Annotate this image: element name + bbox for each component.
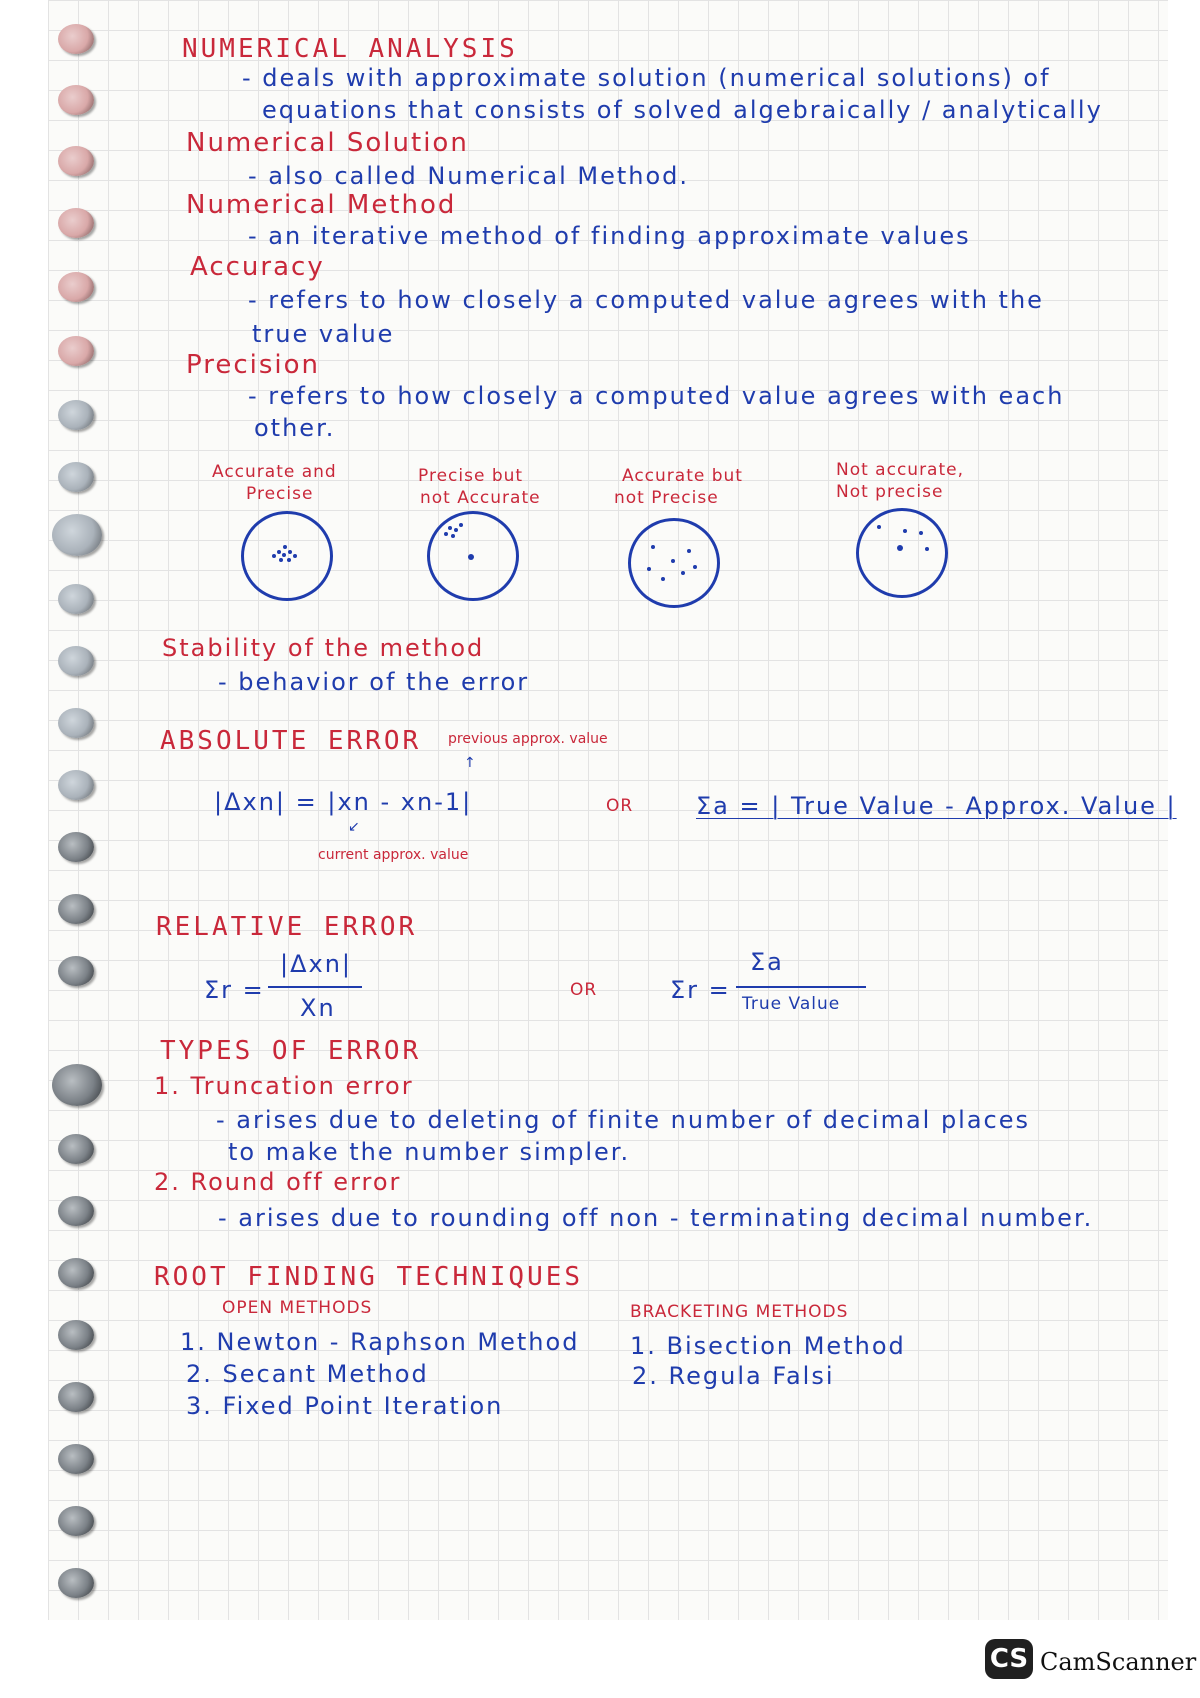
- target-dot: [448, 526, 452, 530]
- open-method-3: 3. Fixed Point Iteration: [186, 1392, 504, 1420]
- relative-error-heading: RELATIVE ERROR: [156, 912, 418, 942]
- def-truncation-cont: to make the number simpler.: [228, 1138, 631, 1166]
- binding-hole: [58, 272, 94, 302]
- spiral-binding: [0, 0, 140, 1620]
- binding-hole: [58, 24, 94, 54]
- target-dot: [919, 531, 923, 535]
- target-center: [897, 545, 903, 551]
- note-current-approx: current approx. value: [318, 847, 469, 863]
- binding-hole: [52, 514, 102, 556]
- target-label-4: Not accurate,: [836, 460, 965, 480]
- binding-hole: [58, 146, 94, 176]
- bracket-method-2: 2. Regula Falsi: [632, 1362, 835, 1390]
- binding-hole: [58, 1134, 94, 1164]
- binding-hole: [58, 1196, 94, 1226]
- bracketing-methods-heading: BRACKETING METHODS: [630, 1302, 849, 1322]
- term-round-off: 2. Round off error: [154, 1168, 402, 1196]
- binding-hole: [58, 208, 94, 238]
- def-precision-cont: other.: [254, 414, 336, 442]
- binding-hole: [58, 584, 94, 614]
- binding-hole: [58, 956, 94, 986]
- target-dot: [279, 558, 283, 562]
- target-dot: [451, 534, 455, 538]
- def-numerical-solution: - also called Numerical Method.: [248, 162, 690, 190]
- relative-denominator: Xn: [300, 994, 336, 1022]
- def-round-off: - arises due to rounding off non - terminating decimal number.: [218, 1204, 1094, 1232]
- target-dot: [287, 558, 291, 562]
- target-dot: [651, 545, 655, 549]
- relative-numerator-2: Σa: [750, 948, 784, 976]
- down-arrow: ↙: [348, 819, 360, 835]
- binding-hole: [58, 708, 94, 738]
- target-dot: [671, 559, 675, 563]
- up-arrow: ↑: [464, 755, 476, 771]
- binding-hole: [58, 1506, 94, 1536]
- target-label-2: Precise but: [418, 466, 524, 486]
- open-methods-heading: OPEN METHODS: [222, 1298, 373, 1318]
- binding-hole: [58, 336, 94, 366]
- target-dot: [282, 553, 286, 557]
- def-accuracy: - refers to how closely a computed value agrees with the: [248, 286, 1044, 314]
- target-not-accurate-not-precise: [856, 508, 948, 598]
- absolute-error-alt: Σa = | True Value - Approx. Value |: [696, 792, 1177, 820]
- target-dot: [877, 525, 881, 529]
- page-title: NUMERICAL ANALYSIS: [182, 34, 518, 64]
- target-center: [468, 554, 474, 560]
- title-definition-cont: equations that consists of solved algebraically / analytically: [262, 96, 1103, 124]
- term-numerical-method: Numerical Method: [186, 190, 457, 220]
- target-dot: [687, 549, 691, 553]
- target-dot: [661, 577, 665, 581]
- or-label-2: OR: [570, 980, 598, 1000]
- target-dot: [647, 567, 651, 571]
- absolute-error-formula: |Δxn| = |xn - xn-1|: [214, 788, 473, 816]
- binding-hole: [58, 1444, 94, 1474]
- camscanner-logo: CS: [985, 1639, 1033, 1679]
- target-dot: [277, 550, 281, 554]
- absolute-error-heading: ABSOLUTE ERROR: [160, 726, 422, 756]
- def-numerical-method: - an iterative method of finding approximate values: [248, 222, 971, 250]
- term-truncation: 1. Truncation error: [154, 1072, 414, 1100]
- target-dot: [693, 565, 697, 569]
- target-dot: [454, 528, 458, 532]
- term-stability: Stability of the method: [162, 634, 485, 662]
- term-precision: Precision: [186, 350, 321, 380]
- target-precise-not-accurate: [427, 511, 519, 601]
- binding-hole: [58, 1258, 94, 1288]
- def-truncation: - arises due to deleting of finite number of decimal places: [216, 1106, 1031, 1134]
- binding-hole: [58, 85, 94, 115]
- binding-hole: [58, 894, 94, 924]
- root-finding-heading: ROOT FINDING TECHNIQUES: [154, 1262, 584, 1292]
- relative-denominator-2: True Value: [742, 994, 841, 1014]
- target-label-1b: Precise: [246, 484, 314, 504]
- def-precision: - refers to how closely a computed value agrees with each: [248, 382, 1065, 410]
- relative-numerator: |Δxn|: [280, 950, 353, 978]
- target-dot: [288, 550, 292, 554]
- note-previous-approx: previous approx. value: [448, 731, 608, 747]
- bracket-method-1: 1. Bisection Method: [630, 1332, 906, 1360]
- target-dot: [283, 545, 287, 549]
- open-method-2: 2. Secant Method: [186, 1360, 429, 1388]
- target-label-4b: Not precise: [836, 482, 944, 502]
- relative-lhs: Σr =: [204, 976, 265, 1004]
- target-dot: [903, 529, 907, 533]
- term-numerical-solution: Numerical Solution: [186, 128, 469, 158]
- def-stability: - behavior of the error: [218, 668, 530, 696]
- open-method-1: 1. Newton - Raphson Method: [180, 1328, 580, 1356]
- target-dot: [459, 523, 463, 527]
- fraction-bar: [268, 986, 362, 988]
- target-label-3: Accurate but: [622, 466, 743, 486]
- binding-hole: [58, 1568, 94, 1598]
- binding-hole: [58, 1320, 94, 1350]
- binding-hole: [52, 1064, 102, 1106]
- binding-hole: [58, 646, 94, 676]
- camscanner-wordmark: CamScanner: [1040, 1648, 1197, 1676]
- target-label-3b: not Precise: [614, 488, 719, 508]
- binding-hole: [58, 770, 94, 800]
- def-accuracy-cont: true value: [252, 320, 395, 348]
- target-dot: [925, 547, 929, 551]
- types-of-error-heading: TYPES OF ERROR: [160, 1036, 422, 1066]
- binding-hole: [58, 462, 94, 492]
- target-accurate-precise: [241, 511, 333, 601]
- title-definition: - deals with approximate solution (numerical solutions) of: [242, 64, 1051, 92]
- target-dot: [293, 554, 297, 558]
- target-accurate-not-precise: [628, 518, 720, 608]
- term-accuracy: Accuracy: [190, 252, 325, 282]
- target-dot: [681, 571, 685, 575]
- binding-hole: [58, 400, 94, 430]
- target-label-1: Accurate and: [212, 462, 337, 482]
- target-label-2b: not Accurate: [420, 488, 541, 508]
- target-dot: [272, 554, 276, 558]
- relative-lhs-2: Σr =: [670, 976, 731, 1004]
- target-dot: [444, 532, 448, 536]
- binding-hole: [58, 1382, 94, 1412]
- fraction-bar-2: [736, 986, 866, 988]
- binding-hole: [58, 832, 94, 862]
- or-label-1: OR: [606, 796, 634, 816]
